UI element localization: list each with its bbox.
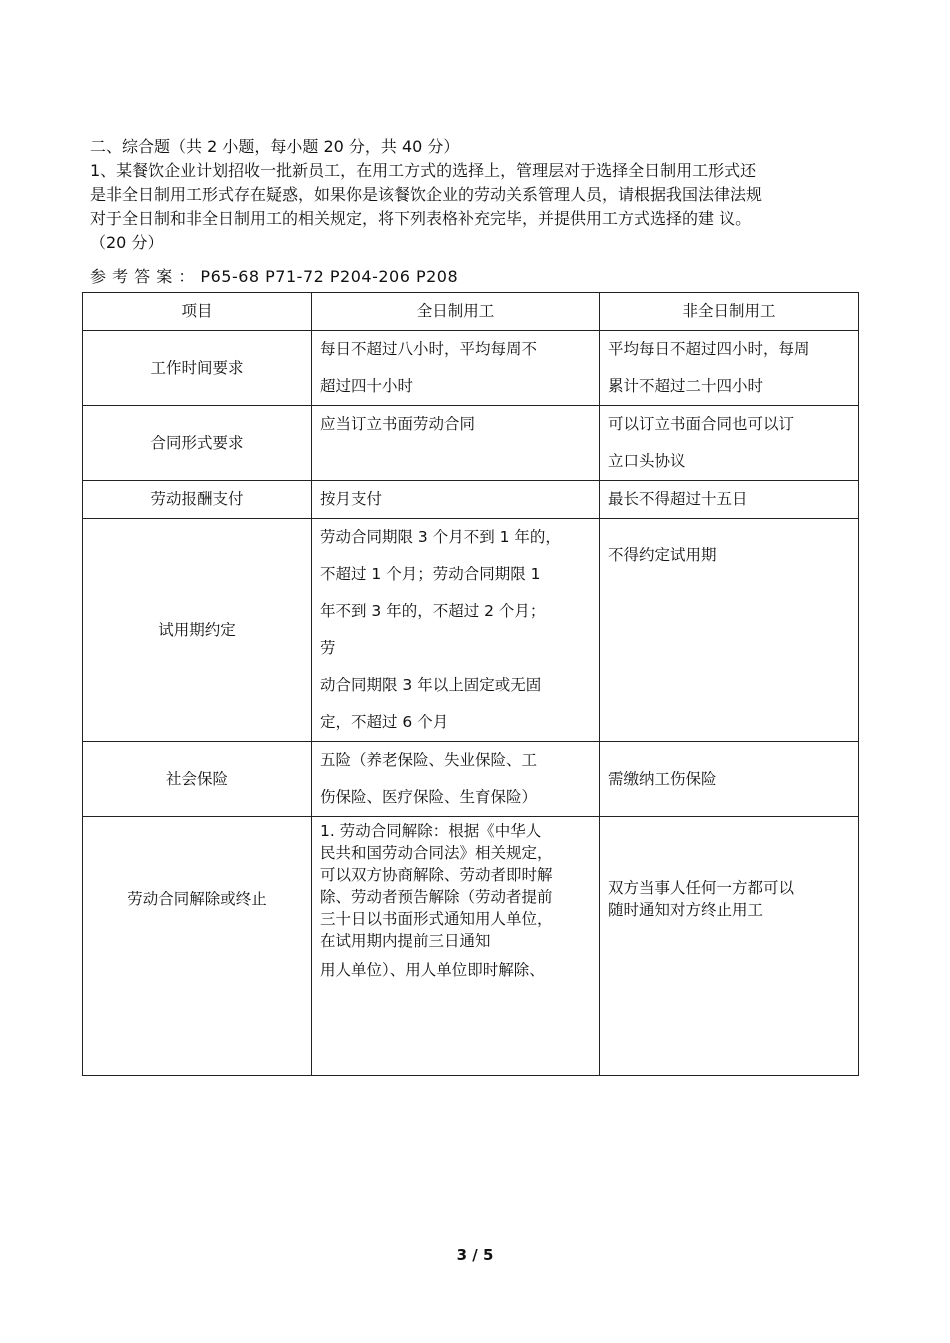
cell-line: 除、劳动者预告解除（劳动者提前 — [320, 888, 553, 906]
cell-line: 1. 劳动合同解除：根据《中华人 — [320, 822, 542, 840]
full-time-cell — [312, 742, 600, 817]
table-row — [83, 742, 859, 817]
cell-line: 三十日以书面形式通知用人单位， — [320, 910, 553, 928]
part-time-cell — [600, 331, 859, 406]
comparison-table — [82, 292, 859, 1076]
cell-line: 五险（养老保险、失业保险、工 — [320, 751, 538, 769]
row-label — [83, 519, 312, 742]
header-full-time: 全日制用工 — [312, 293, 600, 331]
row-label — [83, 331, 312, 406]
cell-line-empty — [320, 443, 591, 480]
question-text-line-1: 1、某餐饮企业计划招收一批新员工，在用工方式的选择上，管理层对于选择全日制用工形式还 — [90, 161, 757, 180]
row-label-text: 试用期约定 — [158, 620, 236, 639]
row-label — [83, 817, 312, 1076]
section-title: 二、综合题（共 2 小题，每小题 20 分，共 40 分） — [90, 137, 460, 156]
cell-line: 可以订立书面合同也可以订 — [608, 415, 795, 433]
cell-line: 累计不超过二十四小时 — [608, 377, 764, 395]
table-row — [83, 817, 859, 1076]
full-time-cell — [312, 519, 600, 742]
row-label-text: 劳动报酬支付 — [150, 490, 244, 508]
row-label — [83, 406, 312, 481]
header-part-time: 非全日制用工 — [600, 293, 859, 331]
table-header-row — [83, 293, 859, 331]
cell-line: 劳动合同期限 3 个月不到 1 年的， — [320, 528, 561, 546]
question-text-line-3: 对于全日制和非全日制用工的相关规定，将下列表格补充完毕，并提供用工方式选择的建 议。 — [90, 209, 752, 228]
cell-line: 定，不超过 6 个月 — [320, 713, 449, 731]
cell-line: 超过四十小时 — [320, 377, 414, 395]
row-label-text: 工作时间要求 — [150, 358, 244, 377]
row-label — [83, 481, 312, 519]
cell-line: 平均每日不超过四小时，每周 — [608, 340, 810, 358]
cell-line: 在试用期内提前三日通知 — [320, 932, 491, 950]
cell-dense-block — [320, 817, 591, 952]
cell-line: 劳 — [320, 639, 336, 657]
cell-line: 伤保险、医疗保险、生育保险） — [320, 788, 538, 806]
row-label-text: 劳动合同解除或终止 — [127, 890, 267, 908]
row-label-text: 社会保险 — [165, 769, 228, 788]
table-row — [83, 331, 859, 406]
cell-line: 每日不超过八小时，平均每周不 — [320, 340, 538, 358]
cell-line: 随时通知对方终止用工 — [608, 901, 764, 919]
full-time-cell — [312, 481, 600, 519]
full-time-cell — [312, 331, 600, 406]
row-label — [83, 742, 312, 817]
question-text-line-2: 是非全日制用工形式存在疑惑，如果你是该餐饮企业的劳动关系管理人员，请根据我国法律法规 — [90, 185, 763, 204]
cell-line: 不得约定试用期 — [608, 546, 717, 564]
full-time-cell — [312, 406, 600, 481]
reference-answer: 参 考 答 案 ： P65-68 P71-72 P204-206 P208 — [90, 267, 459, 286]
cell-line: 不超过 1 个月；劳动合同期限 1 — [320, 565, 541, 583]
cell-line: 立口头协议 — [608, 452, 686, 470]
question-text-line-4: （20 分） — [90, 233, 164, 252]
cell-line: 可以双方协商解除、劳动者即时解 — [320, 866, 553, 884]
cell-line: 用人单位）、用人单位即时解除、 — [320, 961, 545, 979]
cell-line: 年不到 3 年的，不超过 2 个月； — [320, 602, 546, 620]
part-time-cell — [600, 481, 859, 519]
part-time-cell — [600, 519, 859, 742]
page-number: 3 / 5 — [456, 1246, 494, 1264]
row-label-text: 合同形式要求 — [150, 433, 244, 452]
cell-line: 需缴纳工伤保险 — [608, 769, 717, 788]
cell-dense-block — [608, 874, 850, 921]
part-time-cell — [600, 406, 859, 481]
part-time-cell — [600, 817, 859, 1076]
cell-line: 民共和国劳动合同法》相关规定， — [320, 844, 553, 862]
cell-line: 双方当事人任何一方都可以 — [608, 879, 795, 897]
cell-line: 应当订立书面劳动合同 — [320, 415, 476, 433]
cell-line: 按月支付 — [320, 490, 383, 508]
table-row — [83, 406, 859, 481]
table-row — [83, 519, 859, 742]
header-item: 项目 — [83, 293, 312, 331]
table-row — [83, 481, 859, 519]
cell-line: 最长不得超过十五日 — [608, 490, 748, 508]
part-time-cell — [600, 742, 859, 817]
full-time-cell — [312, 817, 600, 1076]
cell-line: 动合同期限 3 年以上固定或无固 — [320, 676, 542, 694]
